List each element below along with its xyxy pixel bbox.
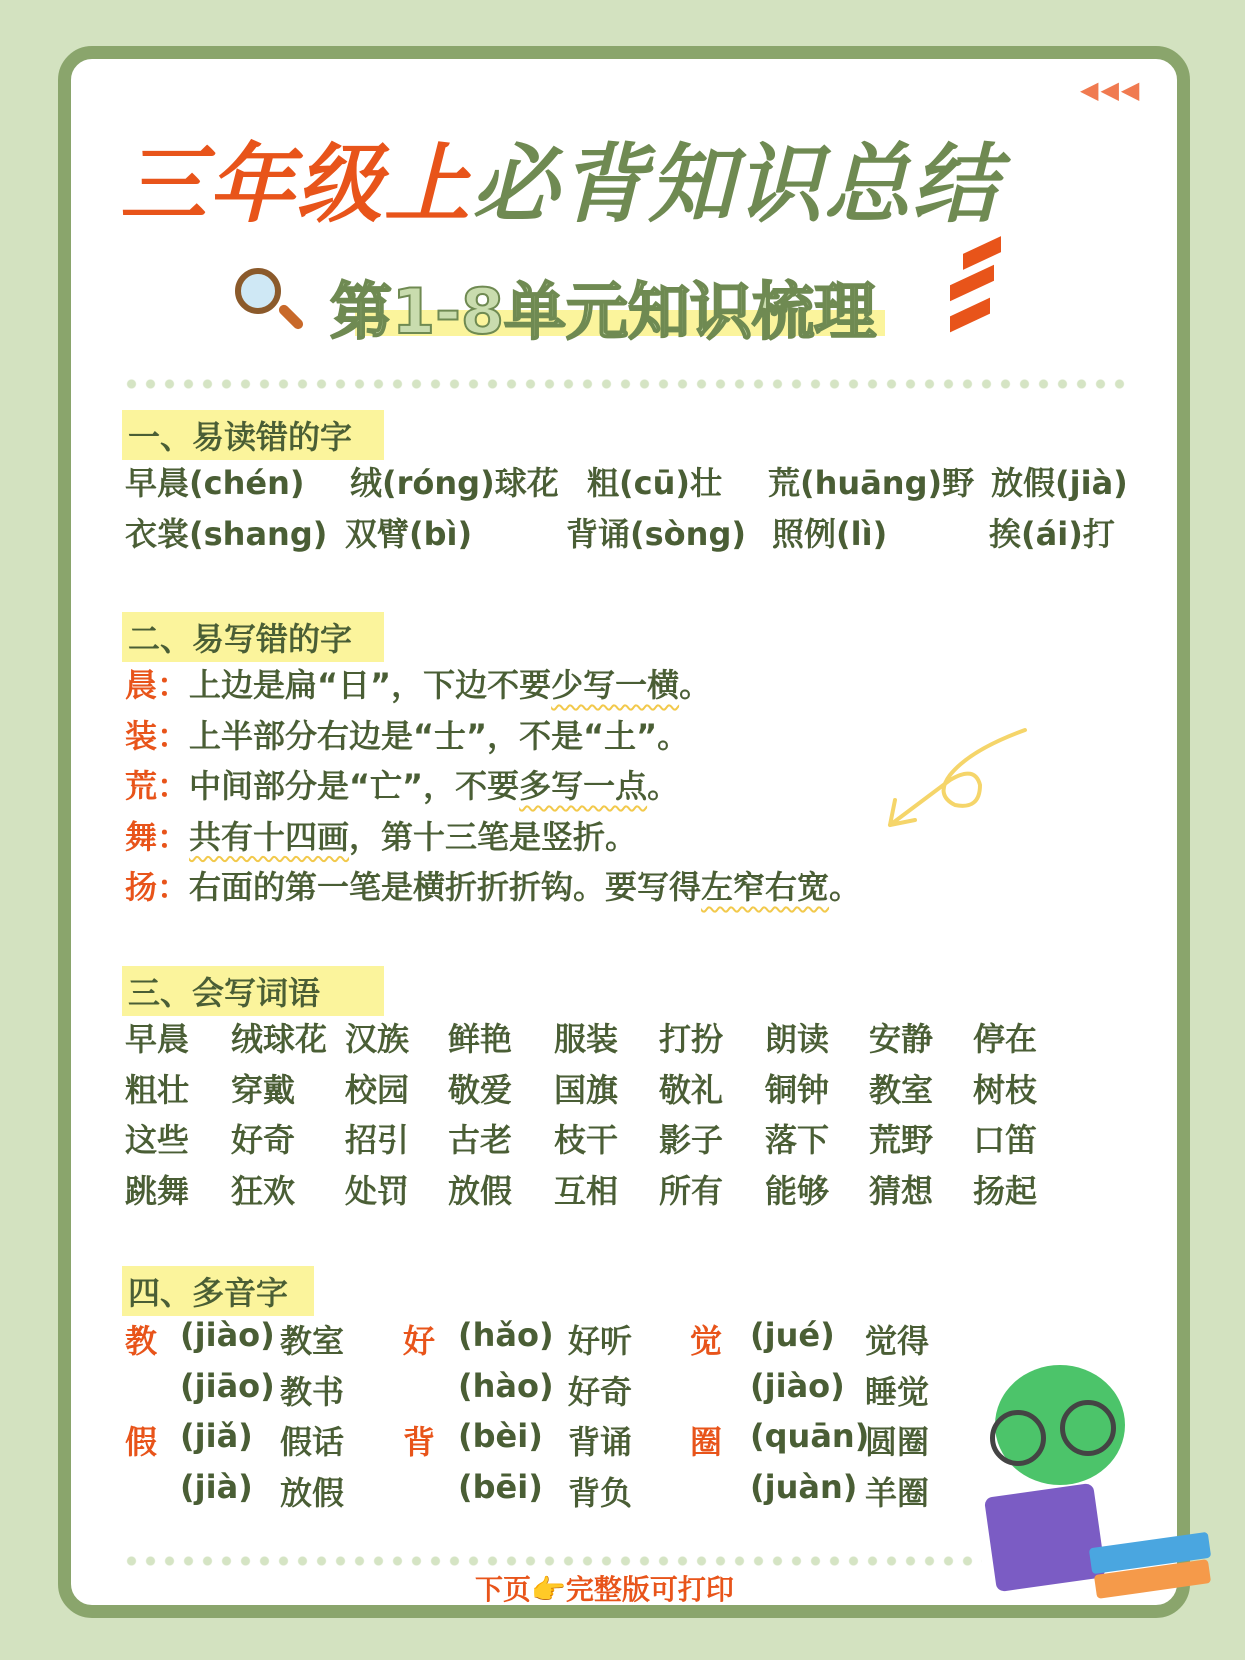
list-item: 背诵(sòng) xyxy=(566,515,746,553)
pinyin: (hào) xyxy=(458,1366,554,1405)
pointing-hand-icon: 👉 xyxy=(531,1573,566,1606)
word-item: 狂欢 xyxy=(231,1171,296,1210)
word-item: 打扮 xyxy=(659,1020,724,1058)
word-item: 落下 xyxy=(765,1121,830,1159)
word-item: 扬起 xyxy=(973,1171,1038,1210)
word-item: 早晨 xyxy=(125,1020,190,1058)
word-item: 敬礼 xyxy=(659,1070,724,1109)
list-item: 衣裳(shang) xyxy=(125,515,328,553)
pinyin: (jiào) xyxy=(750,1366,845,1405)
word-item: 敬爱 xyxy=(448,1070,513,1109)
word-item: 影子 xyxy=(659,1121,724,1159)
list-item: 晨：上边是扁“日”，下边不要少写一横。 xyxy=(125,666,712,704)
footer-next-page[interactable]: 下页👉完整版可打印 xyxy=(475,1573,734,1606)
list-item: 照例(lì) xyxy=(772,515,888,553)
word-item: 假话 xyxy=(280,1423,345,1461)
word-item: 国旗 xyxy=(554,1070,619,1109)
word-item: 树枝 xyxy=(973,1070,1038,1109)
list-item: 双臂(bì) xyxy=(345,515,473,553)
polyphone-char: 背 xyxy=(403,1423,436,1461)
list-item: 挨(ái)打 xyxy=(989,515,1115,553)
word-item: 服装 xyxy=(554,1020,619,1058)
word-item: 好奇 xyxy=(568,1372,633,1411)
dotted-divider xyxy=(122,1556,982,1566)
word-item: 这些 xyxy=(125,1121,190,1159)
polyphone-char: 假 xyxy=(125,1423,158,1461)
word-item: 粗壮 xyxy=(125,1070,190,1109)
polyphone-char: 圈 xyxy=(690,1423,723,1461)
word-item: 觉得 xyxy=(865,1322,930,1360)
pinyin: (quān) xyxy=(750,1417,870,1455)
list-item: 放假(jià) xyxy=(991,464,1128,502)
subtitle: 第1-8单元知识梳理 xyxy=(330,275,877,348)
word-item: 安静 xyxy=(869,1020,934,1058)
word-item: 口笛 xyxy=(973,1121,1038,1159)
list-item: 装：上半部分右边是“士”，不是“土”。 xyxy=(125,716,690,755)
triangle-arrows-icon: ◀◀◀ xyxy=(1080,76,1142,104)
word-item: 放假 xyxy=(280,1473,345,1512)
word-item: 羊圈 xyxy=(865,1473,930,1512)
section-heading: 一、易读错的字 xyxy=(122,410,384,460)
word-item: 互相 xyxy=(554,1171,619,1210)
list-item: 荒：中间部分是“亡”，不要多写一点。 xyxy=(125,767,680,805)
bear-mascot-illustration xyxy=(980,1355,1220,1615)
word-item: 能够 xyxy=(765,1171,830,1210)
word-item: 鲜艳 xyxy=(448,1020,513,1058)
curly-arrow-icon xyxy=(880,720,1030,830)
pinyin: (jiǎ) xyxy=(180,1417,253,1455)
accent-stripes-icon xyxy=(945,245,995,335)
word-item: 圆圈 xyxy=(865,1423,930,1461)
word-item: 招引 xyxy=(345,1121,410,1159)
word-item: 所有 xyxy=(659,1171,724,1210)
word-item: 教室 xyxy=(869,1070,934,1109)
word-item: 背负 xyxy=(568,1473,633,1512)
word-item: 铜钟 xyxy=(765,1070,830,1109)
misread-row xyxy=(125,458,1185,502)
polyphone-char: 好 xyxy=(403,1322,436,1360)
list-item: 舞：共有十四画，第十三笔是竖折。 xyxy=(125,817,638,856)
polyphone-char: 教 xyxy=(125,1322,158,1360)
word-item: 朗读 xyxy=(765,1020,830,1058)
list-item: 粗(cū)壮 xyxy=(587,464,723,502)
word-item: 处罚 xyxy=(345,1171,410,1210)
word-item: 校园 xyxy=(345,1070,410,1109)
word-item: 跳舞 xyxy=(125,1171,190,1210)
pinyin: (juàn) xyxy=(750,1467,858,1506)
list-item: 早晨(chén) xyxy=(125,464,305,502)
page-title: 三年级上必背知识总结 xyxy=(120,135,1000,235)
misread-row xyxy=(125,509,1185,553)
list-item: 荒(huāng)野 xyxy=(768,464,975,502)
pinyin: (jià) xyxy=(180,1467,253,1506)
section-heading: 二、易写错的字 xyxy=(122,612,384,662)
list-item: 扬：右面的第一笔是横折折折钩。要写得左窄右宽。 xyxy=(125,868,862,906)
pinyin: (jiāo) xyxy=(180,1366,275,1405)
list-item: 绒(róng)球花 xyxy=(350,464,559,502)
word-item: 放假 xyxy=(448,1171,513,1210)
pinyin: (jiào) xyxy=(180,1316,275,1354)
word-item: 古老 xyxy=(448,1121,513,1159)
miswrite-list xyxy=(125,660,861,913)
word-item: 好奇 xyxy=(231,1121,296,1159)
dotted-divider xyxy=(122,379,1127,389)
word-item: 教室 xyxy=(280,1322,345,1360)
pinyin: (bèi) xyxy=(458,1417,543,1455)
word-item: 穿戴 xyxy=(231,1070,296,1109)
polyphone-char: 觉 xyxy=(690,1322,723,1360)
word-item: 猜想 xyxy=(869,1171,934,1210)
word-item: 枝干 xyxy=(554,1121,619,1159)
word-item: 睡觉 xyxy=(865,1372,930,1411)
word-item: 好听 xyxy=(568,1322,633,1360)
pinyin: (jué) xyxy=(750,1316,835,1354)
pinyin: (bēi) xyxy=(458,1467,543,1506)
word-item: 教书 xyxy=(280,1372,345,1411)
section-heading: 三、会写词语 xyxy=(122,966,384,1016)
word-item: 汉族 xyxy=(345,1020,410,1058)
section-heading: 四、多音字 xyxy=(122,1266,314,1316)
word-item: 荒野 xyxy=(869,1121,934,1159)
magnifier-icon xyxy=(235,268,281,314)
word-item: 绒球花 xyxy=(231,1020,328,1058)
word-item: 停在 xyxy=(973,1020,1038,1058)
pinyin: (hǎo) xyxy=(458,1316,554,1354)
word-item: 背诵 xyxy=(568,1423,633,1461)
